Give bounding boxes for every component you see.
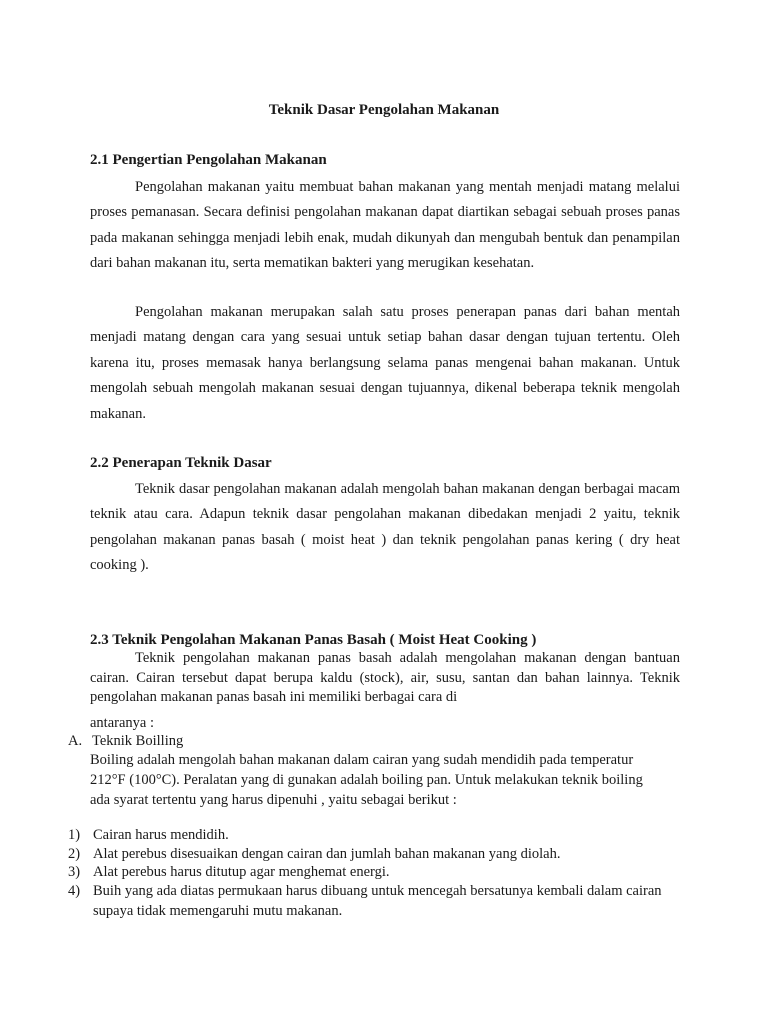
document-title: Teknik Dasar Pengolahan Makanan xyxy=(268,102,500,118)
list-item: Buih yang ada diatas permukaan harus dibuang untuk mencegah bersatunya kembali dalam cairan supaya tidak memengaruhi mutu makanan. xyxy=(93,883,662,919)
section-2-1-paragraph-1: Pengolahan makanan yaitu membuat bahan makanan yang mentah menjadi matang melalui proses pemanasan. Secara definisi pengolahan makanan dapat diartikan sebagai sebuah proses panas pada makanan sehingga menjadi lebih enak, mudah dikunyah dan mengubah bentuk dan penampilan dari bahan makanan itu, serta mematikan bakteri yang merugikan kesehatan. xyxy=(90,179,680,272)
list-item: Alat perebus harus ditutup agar menghemat energi. xyxy=(93,864,390,880)
technique-a-marker: A. xyxy=(68,733,83,749)
list-item-marker: 1) xyxy=(68,827,81,843)
section-2-3-continuation: antaranya : xyxy=(90,715,155,731)
section-2-1-paragraph-2: Pengolahan makanan merupakan salah satu proses penerapan panas dari bahan mentah menjadi matang dengan cara yang sesuai untuk setiap bahan dasar dengan tujuan tertentu. Oleh karena itu, proses memasak hanya berlangsung selama panas mengenai bahan makanan. Untuk mengolah sebuah mengolah makanan sesuai dengan tujuannya, dikenal beberapa teknik mengolah makanan. xyxy=(90,304,680,422)
list-item-marker: 2) xyxy=(68,846,81,862)
technique-a-description: Boiling adalah mengolah bahan makanan dalam cairan yang sudah mendidih pada temperatur 212°F (100°C). Peralatan yang di gunakan adalah boiling pan. Untuk melakukan teknik boiling ada syarat tertentu yang harus dipenuhi , yaitu sebagai berikut : xyxy=(90,752,643,808)
list-item-marker: 3) xyxy=(68,864,81,880)
section-2-3-paragraph-1: Teknik pengolahan makanan panas basah adalah mengolahan makanan dengan bantuan cairan. Cairan tersebut dapat berupa kaldu (stock), air, susu, santan dan bahan lainnya. Teknik pengolahan makanan panas basah ini memiliki berbagai cara di xyxy=(90,650,680,705)
section-heading-2-3: 2.3 Teknik Pengolahan Makanan Panas Basah ( Moist Heat Cooking ) xyxy=(90,632,537,648)
list-item-marker: 4) xyxy=(68,883,81,899)
technique-a-label: Teknik Boilling xyxy=(92,733,184,749)
list-item: Cairan harus mendidih. xyxy=(93,827,229,843)
section-heading-2-2: 2.2 Penerapan Teknik Dasar xyxy=(90,455,272,471)
section-2-2-paragraph-1: Teknik dasar pengolahan makanan adalah mengolah bahan makanan dengan berbagai macam teknik atau cara. Adapun teknik dasar pengolahan makanan dibedakan menjadi 2 yaitu, teknik pengolahan makanan panas basah ( moist heat ) dan teknik pengolahan panas kering ( dry heat cooking ). xyxy=(90,481,680,574)
section-heading-2-1: 2.1 Pengertian Pengolahan Makanan xyxy=(90,152,327,168)
list-item: Alat perebus disesuaikan dengan cairan dan jumlah bahan makanan yang diolah. xyxy=(93,846,561,862)
